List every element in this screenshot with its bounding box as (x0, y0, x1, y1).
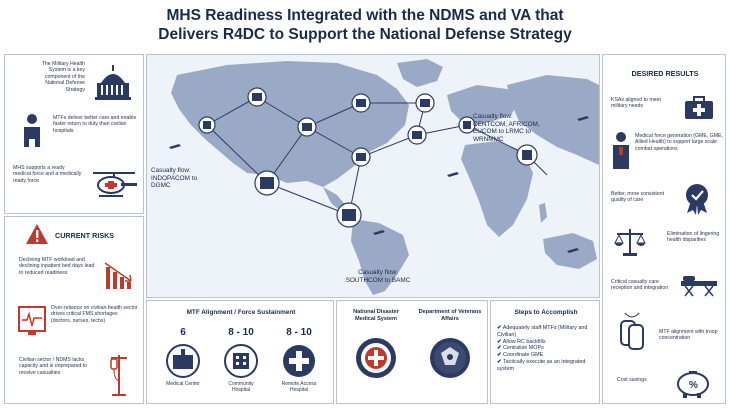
medical-center-icon (165, 343, 201, 379)
medical-kit-icon (683, 95, 715, 121)
dog-tags-icon (617, 311, 647, 355)
step-item-2: ✔ Allow RC backfills (497, 338, 546, 345)
helicopter-icon (89, 169, 139, 201)
callout-indopacom: Casualty flow: INDOPACOM to DGMC (151, 167, 198, 190)
steps-panel (490, 300, 600, 404)
risk-text-1: Declining MTF workload and declining inpatient bed days lead to reduced readiness (19, 257, 95, 276)
declining-chart-icon (103, 259, 135, 291)
mtf-label-community-hospital: Community Hospital (228, 381, 254, 393)
remote-hospital-icon (281, 343, 317, 379)
step-item-5: ✔ Tactically execute as an integrated system (497, 358, 586, 372)
desired-text-1: KSAs aligned to meet military needs (611, 97, 661, 110)
desired-text-7: Cost savings (617, 377, 647, 383)
page-title (0, 6, 730, 44)
warning-triangle-icon (25, 223, 49, 245)
desired-heading: DESIRED RESULTS (631, 69, 699, 78)
steps-heading: Steps to Accomplish (514, 309, 578, 316)
capitol-building-icon (93, 63, 133, 101)
overview-text-3 (13, 165, 83, 184)
callout-southcom: Casualty flow: SOUTHCOM to BAMC (345, 269, 411, 284)
piggy-bank-icon (673, 365, 713, 399)
mtf-alignment-panel (146, 300, 334, 404)
svg-text:%: % (689, 380, 698, 391)
soldier-icon (19, 113, 45, 151)
ndms-heading: National Disaster Medical System (353, 309, 399, 322)
mtf-heading: MTF Alignment / Force Sustainment (186, 309, 296, 316)
iv-stand-icon (107, 353, 131, 397)
risk-text-2: Over-reliance on civilian health sector drives critical FMS shortages (doctors, nurses, techs) (51, 305, 138, 324)
mtf-label-remote-hospital: Remote Access Hospital (281, 381, 317, 393)
desired-text-4: Elimination of lingering health disparities (667, 231, 720, 244)
va-heading: Department of Veterans Affairs (418, 309, 482, 322)
world-map-graphic (147, 55, 599, 297)
quality-ribbon-icon (683, 183, 711, 215)
mtf-count-community-hospital: 8 - 10 (228, 327, 254, 338)
scales-icon (613, 227, 647, 257)
community-hospital-icon (223, 343, 259, 379)
risk-text-3: Civilian sector / NDMS lacks capacity and is unprepared to receive casualties (19, 357, 88, 376)
doctor-icon (611, 131, 631, 171)
current-risks-heading: CURRENT RISKS (55, 231, 115, 240)
overview-text-1: The Military Health System is a key component of the National Defense Strategy (41, 61, 85, 93)
partners-panel (336, 300, 488, 404)
step-item-3: ✔ Centralize MOPs (497, 345, 544, 352)
casualty-flow-map (146, 54, 600, 298)
stretcher-icon (679, 273, 719, 299)
mhs-overview-panel (4, 54, 144, 214)
monitor-ekg-icon (17, 305, 47, 337)
desired-text-3: Better, more consistent quality of care (611, 191, 665, 204)
title-line-1: MHS Readiness Integrated with the NDMS and VA that (166, 7, 564, 24)
callout-centcom: Casualty flow: CENTCOM, AFRICOM, EUCOM to LRMC to WRNMMC (473, 113, 540, 143)
desired-text-5: Critical casualty care reception and integration (611, 279, 669, 292)
mtf-label-medical-center: Medical Center (166, 381, 200, 387)
current-risks-panel (4, 216, 144, 404)
va-seal-icon (429, 337, 471, 379)
desired-text-2: Medical force generation (GME, GME, Allied Health) to support large scale combat operations (635, 133, 723, 152)
ndms-seal-icon (355, 337, 397, 379)
mtf-count-remote-hospital: 8 - 10 (286, 327, 312, 338)
mtf-count-medical-center: 6 (180, 327, 186, 338)
desired-text-6: MTF alignment with troop concentration (659, 329, 718, 342)
step-item-4: ✔ Coordinate GME (497, 352, 544, 359)
step-item-1: ✔ Adequately staff MTFs (Military and Civilian) (497, 325, 588, 338)
overview-text-2: MTFs deliver better care and enable faster return to duty than civilian hospitals (53, 115, 137, 134)
steps-list (497, 325, 597, 373)
title-line-2: Delivers R4DC to Support the National Defense Strategy (158, 26, 572, 43)
overview-text-3-content: MHS supports a ready medical force and a medically ready force (13, 165, 82, 184)
desired-results-panel (602, 54, 726, 404)
